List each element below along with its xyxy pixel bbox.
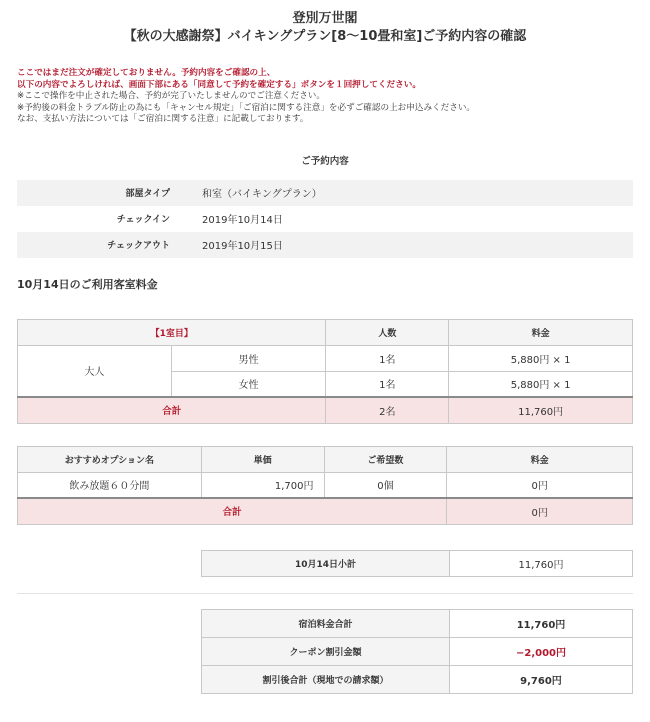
info-label: チェックイン bbox=[116, 215, 170, 225]
table-header-row bbox=[18, 319, 633, 345]
guest-price: 5,880円 × 1 bbox=[449, 345, 633, 371]
notice-line-5: なお、支払い方法については「ご宿泊に関する注意」に記載しております。 bbox=[17, 114, 309, 124]
reservation-info bbox=[17, 180, 633, 258]
notice-line-1: ここではまだ注文が確定しておりません。予約内容をご確認の上、 bbox=[17, 68, 276, 78]
plan-title: 【秋の大感謝祭】バイキングプラン[8〜10畳和室]ご予約内容の確認 bbox=[123, 29, 527, 44]
room-total-row bbox=[18, 397, 633, 423]
info-row-checkout bbox=[17, 232, 633, 258]
option-total-label: 合計 bbox=[18, 498, 447, 524]
notice-block bbox=[17, 68, 633, 126]
info-value: 2019年10月15日 bbox=[202, 241, 283, 252]
option-price-header: 料金 bbox=[447, 446, 633, 472]
subtotal-label: 10月14日小計 bbox=[202, 550, 450, 576]
total-count: 2名 bbox=[326, 397, 449, 423]
subtotal-row bbox=[202, 550, 633, 576]
count-header: 人数 bbox=[326, 319, 449, 345]
notice-line-4: ※予約後の料金トラブル防止の為にも「キャンセル規定」「ご宿泊に関する注意」を必ずご確認の上お申込みください。 bbox=[17, 102, 476, 113]
info-label: 部屋タイプ bbox=[125, 189, 170, 199]
info-label: チェックアウト bbox=[107, 241, 170, 251]
option-price: 0円 bbox=[447, 472, 633, 498]
notice-line-3: ※ここで操作を中止された場合、予約が完了いたしませんのでご注意ください。 bbox=[17, 91, 325, 101]
info-row-room-type bbox=[17, 180, 633, 206]
option-table bbox=[17, 446, 633, 525]
option-total-price: 0円 bbox=[447, 498, 633, 524]
guest-category: 大人 bbox=[18, 345, 172, 397]
quantity-header: ご希望数 bbox=[324, 446, 447, 472]
info-value: 2019年10月14日 bbox=[202, 215, 283, 226]
guest-price: 5,880円 × 1 bbox=[449, 371, 633, 397]
option-name-header: おすすめオプション名 bbox=[18, 446, 202, 472]
price-header: 料金 bbox=[449, 319, 633, 345]
guest-type: 男性 bbox=[171, 345, 326, 371]
option-total-row bbox=[18, 498, 633, 524]
table-row bbox=[18, 472, 633, 498]
summary-value-total: 11,760円 bbox=[450, 609, 633, 637]
guest-count: 1名 bbox=[326, 345, 449, 371]
summary-row bbox=[202, 665, 633, 693]
subtotal-value: 11,760円 bbox=[450, 550, 633, 576]
unit-price-header: 単価 bbox=[201, 446, 324, 472]
price-summary-table bbox=[201, 609, 633, 694]
option-quantity[interactable]: 0個 bbox=[324, 472, 447, 498]
summary-value-coupon: −2,000円 bbox=[450, 637, 633, 665]
reservation-section-title: ご予約内容 bbox=[301, 155, 349, 167]
hotel-name: 登別万世閣 bbox=[292, 11, 358, 26]
guest-count: 1名 bbox=[326, 371, 449, 397]
total-price: 11,760円 bbox=[449, 397, 633, 423]
summary-label-final: 割引後合計（現地での請求額） bbox=[202, 665, 450, 693]
option-unit-price: 1,700円 bbox=[201, 472, 324, 498]
room-fee-table bbox=[17, 319, 633, 424]
day-fee-title: 10月14日のご利用客室料金 bbox=[17, 277, 158, 291]
info-value: 和室（バイキングプラン） bbox=[202, 189, 322, 200]
info-row-checkin bbox=[17, 206, 633, 232]
day-subtotal-table bbox=[201, 550, 633, 577]
summary-value-final: 9,760円 bbox=[450, 665, 633, 693]
notice-line-2: 以下の内容でよろしければ、画面下部にある「同意して予約を確定する」ボタンを１回押してください。 bbox=[17, 79, 421, 90]
summary-row bbox=[202, 609, 633, 637]
table-row bbox=[18, 345, 633, 371]
summary-label-coupon: クーポン割引金額 bbox=[202, 637, 450, 665]
option-name: 飲み放題６０分間 bbox=[18, 472, 202, 498]
summary-row bbox=[202, 637, 633, 665]
guest-type: 女性 bbox=[171, 371, 326, 397]
summary-label-total: 宿泊料金合計 bbox=[202, 609, 450, 637]
room-header: 【1室目】 bbox=[18, 319, 326, 345]
total-label: 合計 bbox=[18, 397, 326, 423]
divider bbox=[17, 593, 633, 594]
table-header-row bbox=[18, 446, 633, 472]
